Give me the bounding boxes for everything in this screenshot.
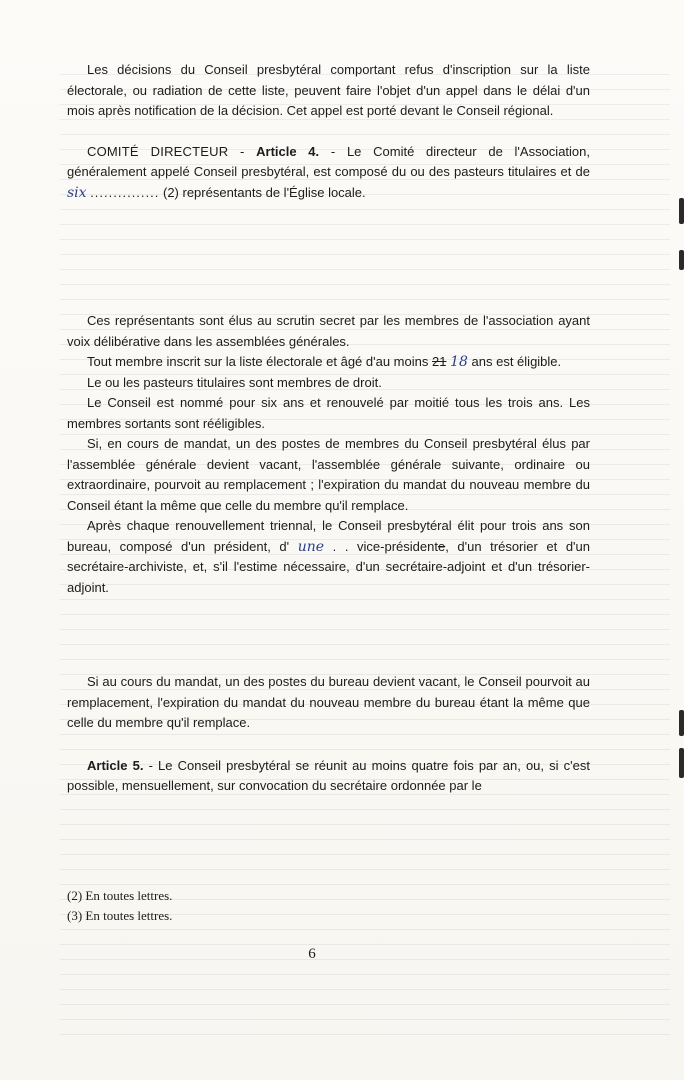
article-4-text-2: (2) représentants de l'Église locale. [163,184,366,200]
binding-mark-2 [679,250,684,270]
paragraph-elected [67,311,590,352]
article-4-heading: COMITÉ DIRECTEUR [87,143,229,159]
binding-mark-4 [679,748,684,778]
footnote-3: (3) En toutes lettres. [67,908,173,923]
handwritten-une: une [297,538,325,555]
paragraph-pastors [67,373,590,394]
paragraph-age-text-1: Tout membre inscrit sur la liste électorale et âgé d'au moins [87,354,429,369]
paragraph-bureau [67,516,590,598]
binding-mark-3 [679,710,684,736]
page-number: 6 [308,946,316,962]
paragraph-bureau-text-1: Après chaque renouvellement triennal, le Conseil presbytéral élit pour trois ans son bureau, composé d'un président, d' [67,518,590,554]
paragraph-appeal-text: Les décisions du Conseil presbytéral comportant refus d'inscription sur la liste électorale, ou radiation de cette liste, peuvent faire l'objet d'un appel dans le délai d'un mois après notification de la décision. Cet appel est porté devant le Conseil régional. [67,62,590,118]
article-4-label: Article 4. [256,143,320,159]
binding-mark-1 [679,198,684,224]
paragraph-elected-text: Ces représentants sont élus au scrutin secret par les membres de l'association ayant voix délibérative dans les assemblées générales. [67,313,590,349]
article-5-label: Article 5. [87,757,144,773]
paragraph-vacancy [67,434,590,516]
paragraph-pastors-text: Le ou les pasteurs titulaires sont membres de droit. [87,374,382,390]
paragraph-age [67,352,590,373]
paragraph-term [67,393,590,434]
paragraph-bureau-text-3: , d'un trésorier et d'un secrétaire-archiviste, et, s'il l'estime nécessaire, d'un secrétaire-adjoint et d'un trésorier-adjoint. [67,538,590,595]
footnotes [67,886,172,926]
footnote-2: (2) En toutes lettres. [67,888,173,903]
paragraph-bureau-vacancy-text: Si au cours du mandat, un des postes du bureau devient vacant, le Conseil pourvoit au remplacement, l'expiration du mandat du nouveau membre du bureau étant la même que celle du membre qu'il remplace. [67,674,590,730]
paragraph-age-text-2: ans est éligible. [471,354,562,369]
article-4-paragraph: COMITÉ DIRECTEUR - Article 4. - Le Comité directeur de l'Association, généralement appelé Conseil presbytéral, est composé du ou des pasteurs titulaires et de six ............... (2) représentants de l'Église locale. [67,143,590,201]
handwritten-age: 18 [450,354,468,370]
article-4-text-1: - Le Comité directeur de l'Association, généralement appelé Conseil presbytéral, est composé du ou des pasteurs titulaires et de [67,143,590,179]
paragraph-bureau-vacancy [67,672,590,734]
article-5-text: - Le Conseil presbytéral se réunit au moins quatre fois par an, ou, si c'est possible, mensuellement, sur convocation du secrétaire ordonnée par le [67,757,590,793]
struck-age: 21 [431,354,447,369]
paragraph-term-text: Le Conseil est nommé pour six ans et renouvelé par moitié tous les trois ans. Les membres sortants sont rééligibles. [67,395,590,431]
article-5-paragraph [67,756,590,797]
handwritten-six: six [67,184,87,201]
paragraph-appeal [67,60,590,122]
paragraph-bureau-text-2: . . vice-président [332,538,438,554]
main-text [67,60,590,797]
struck-e: e [437,538,446,554]
dot-fill: ............... [90,184,160,200]
paragraph-vacancy-text: Si, en cours de mandat, un des postes de membres du Conseil presbytéral élus par l'assemblée générale devient vacant, l'assemblée générale suivante, ordinaire ou extraordinaire, pourvoit au remplacement ; l'expiration du mandat du nouveau membre du Conseil étant la même que celle du membre qu'il remplace. [67,436,590,513]
